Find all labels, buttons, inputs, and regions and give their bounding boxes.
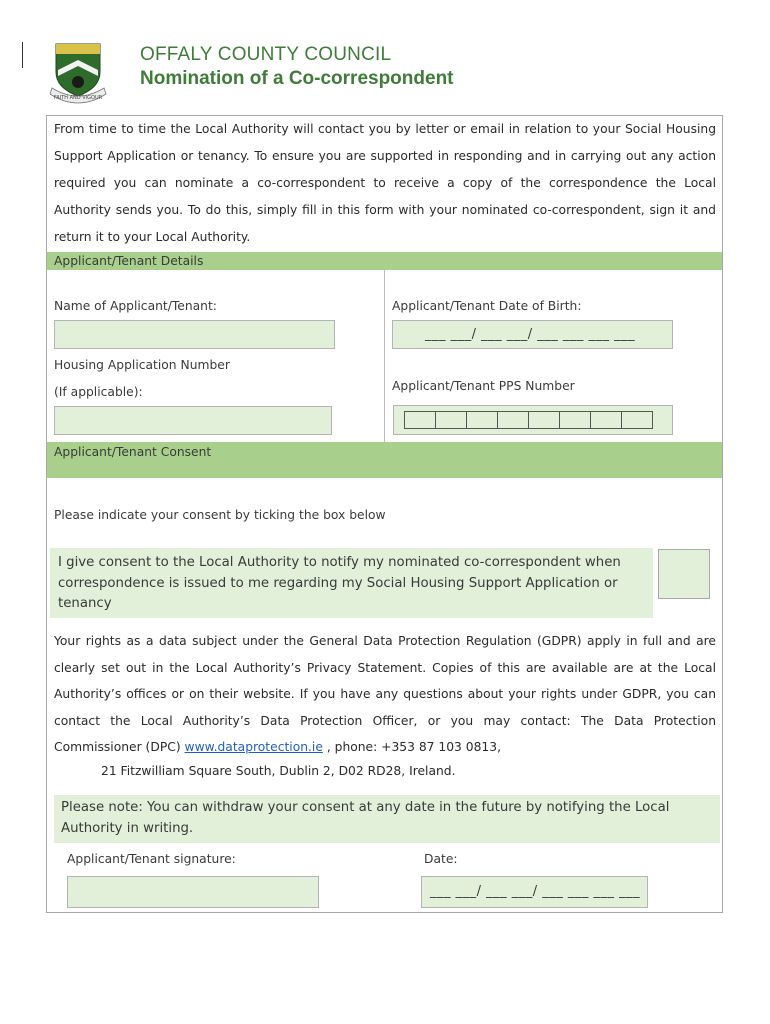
dpc-address: 21 Fitzwilliam Square South, Dublin 2, D02 RD28, Ireland. — [101, 764, 456, 778]
gdpr-phone: , phone: +353 87 103 0813, — [322, 740, 501, 754]
name-label: Name of Applicant/Tenant: — [54, 299, 217, 313]
date-label: Date: — [424, 852, 458, 866]
consent-checkbox[interactable] — [658, 549, 710, 599]
pps-cell[interactable] — [497, 411, 529, 429]
pps-grid — [404, 411, 652, 429]
council-name: OFFALY COUNTY COUNCIL — [140, 44, 392, 65]
name-input[interactable] — [54, 320, 335, 349]
dob-placeholder: ___ ___/ ___ ___/ ___ ___ ___ ___ — [425, 327, 636, 342]
pps-cell[interactable] — [435, 411, 467, 429]
pps-cell[interactable] — [621, 411, 653, 429]
signature-input[interactable] — [67, 876, 319, 908]
gdpr-text: Your rights as a data subject under the General Data Protection Regulation (GDPR) apply in full and are clearly set out in the Local Authority’s Privacy Statement. Copies of this are available are at the Local Authority’s offices or on their website. If you have any questions about your rights under GDPR, you can contact the Local Authority’s Data Protection Officer, or you may contact: The Data Protection Commissioner (DPC) — [54, 634, 716, 754]
text-cursor — [22, 42, 23, 68]
pps-field — [393, 405, 673, 435]
pps-cell[interactable] — [466, 411, 498, 429]
withdraw-consent-note: Please note: You can withdraw your consent at any date in the future by notifying the Local Authority in writing. — [61, 800, 670, 836]
pps-cell[interactable] — [528, 411, 560, 429]
form-title: Nomination of a Co-correspondent — [140, 68, 454, 89]
column-divider — [384, 270, 385, 442]
council-crest-logo — [44, 40, 112, 108]
signature-label: Applicant/Tenant signature: — [67, 852, 236, 866]
gdpr-paragraph — [54, 628, 716, 761]
section-bar-applicant-details — [47, 252, 722, 270]
pps-cell[interactable] — [404, 411, 436, 429]
dob-label: Applicant/Tenant Date of Birth: — [392, 299, 582, 313]
consent-statement: I give consent to the Local Authority to notify my nominated co-correspondent when correspondence is issued to me regarding my Social Housing Support Application or tenancy — [58, 555, 621, 611]
signature-date-placeholder: ___ ___/ ___ ___/ ___ ___ ___ ___ — [430, 884, 641, 899]
housing-number-label: Housing Application Number — [54, 358, 230, 372]
dob-input[interactable] — [392, 320, 673, 349]
section-bar-consent — [47, 442, 722, 478]
signature-date-input[interactable] — [421, 876, 648, 908]
intro-paragraph: From time to time the Local Authority will contact you by letter or email in relation to your Social Housing Support Application or tenancy. To ensure you are supported in responding and in carrying out any action required you can nominate a co-correspondent to receive a copy of the correspondence the Local Authority sends you. To do this, simply fill in this form with your nominated co-correspondent, sign it and return it to your Local Authority. — [54, 122, 716, 244]
pps-cell[interactable] — [590, 411, 622, 429]
section-heading-consent: Applicant/Tenant Consent — [54, 445, 212, 459]
section-heading-applicant-details: Applicant/Tenant Details — [54, 254, 204, 268]
pps-label: Applicant/Tenant PPS Number — [392, 379, 575, 393]
pps-cell[interactable] — [559, 411, 591, 429]
housing-number-input[interactable] — [54, 406, 332, 435]
dpc-website-link[interactable]: www.dataprotection.ie — [184, 740, 323, 754]
crest-motto: FAITH AND VIGOUR — [53, 95, 103, 101]
consent-instruction: Please indicate your consent by ticking the box below — [54, 508, 386, 522]
housing-number-label-note: (If applicable): — [54, 385, 143, 399]
